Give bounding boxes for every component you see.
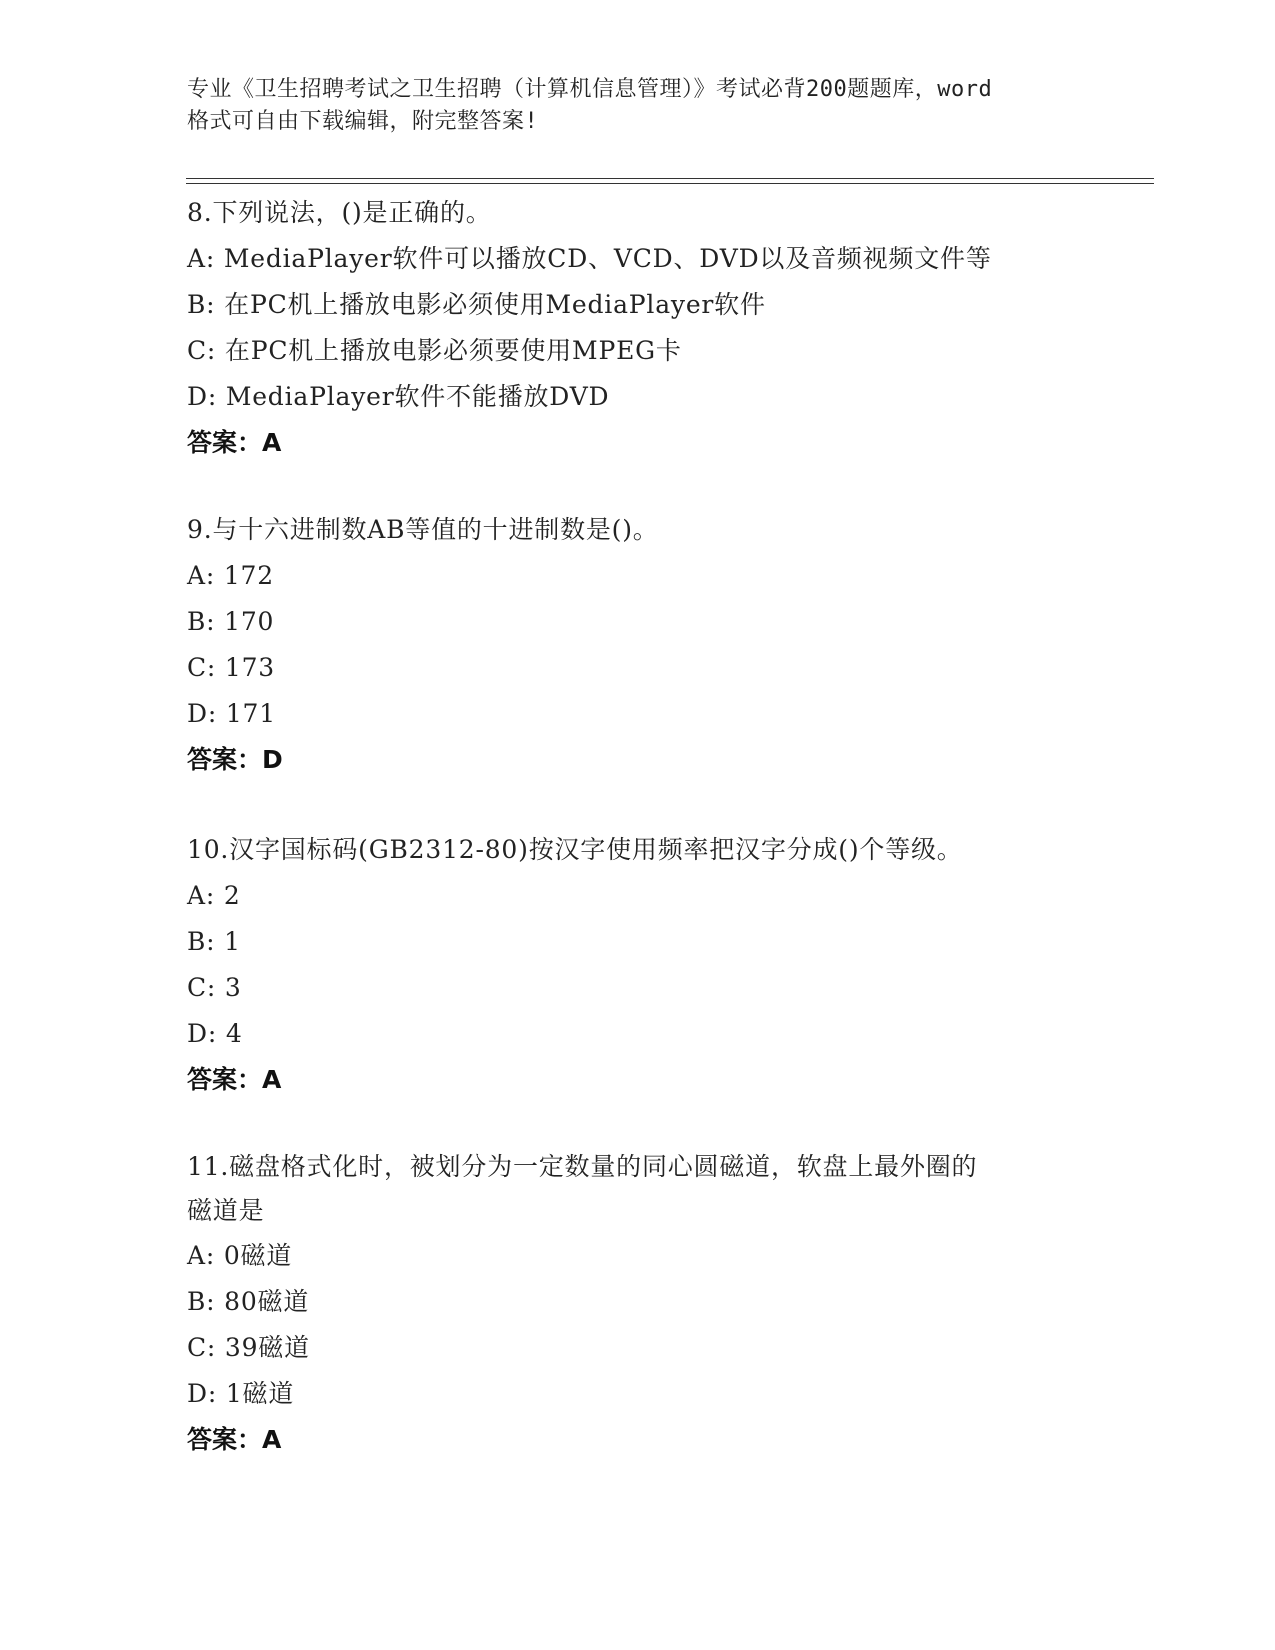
- header-line-1: 专业《卫生招聘考试之卫生招聘（计算机信息管理）》考试必背200题题库，word: [187, 77, 993, 102]
- question-stem: 8.下列说法，()是正确的。: [187, 198, 492, 227]
- option-d: D: 1磁道: [187, 1379, 295, 1408]
- header-divider-top: [186, 178, 1154, 179]
- question-8: [187, 190, 1087, 466]
- question-9: [187, 507, 1087, 783]
- option-b: B: 1: [187, 927, 241, 956]
- option-b: B: 在PC机上播放电影必须使用MediaPlayer软件: [187, 290, 766, 319]
- answer: 答案：A: [187, 1425, 282, 1454]
- option-b: B: 170: [187, 607, 275, 636]
- option-c: C: 173: [187, 653, 276, 682]
- option-c: C: 在PC机上播放电影必须要使用MPEG卡: [187, 336, 682, 365]
- document-header: [187, 74, 1087, 138]
- question-stem-continued: 磁道是: [187, 1196, 265, 1225]
- option-a: A: 172: [187, 561, 274, 590]
- question-10: [187, 827, 1087, 1103]
- option-c: C: 3: [187, 973, 242, 1002]
- answer: 答案：A: [187, 428, 282, 457]
- answer: 答案：D: [187, 745, 283, 774]
- question-stem: 9.与十六进制数AB等值的十进制数是()。: [187, 515, 659, 544]
- option-b: B: 80磁道: [187, 1287, 310, 1316]
- option-d: D: MediaPlayer软件不能播放DVD: [187, 382, 610, 411]
- question-11: [187, 1145, 1087, 1463]
- header-divider-bottom: [186, 183, 1154, 184]
- option-d: D: 171: [187, 699, 276, 728]
- answer: 答案：A: [187, 1065, 282, 1094]
- question-stem: 11.磁盘格式化时，被划分为一定数量的同心圆磁道，软盘上最外圈的: [187, 1152, 978, 1181]
- option-a: A: 2: [187, 881, 241, 910]
- header-line-2: 格式可自由下载编辑，附完整答案!: [187, 109, 539, 134]
- option-d: D: 4: [187, 1019, 243, 1048]
- option-c: C: 39磁道: [187, 1333, 310, 1362]
- option-a: A: 0磁道: [187, 1241, 293, 1270]
- question-stem: 10.汉字国标码(GB2312-80)按汉字使用频率把汉字分成()个等级。: [187, 835, 963, 864]
- option-a: A: MediaPlayer软件可以播放CD、VCD、DVD以及音频视频文件等: [187, 244, 992, 273]
